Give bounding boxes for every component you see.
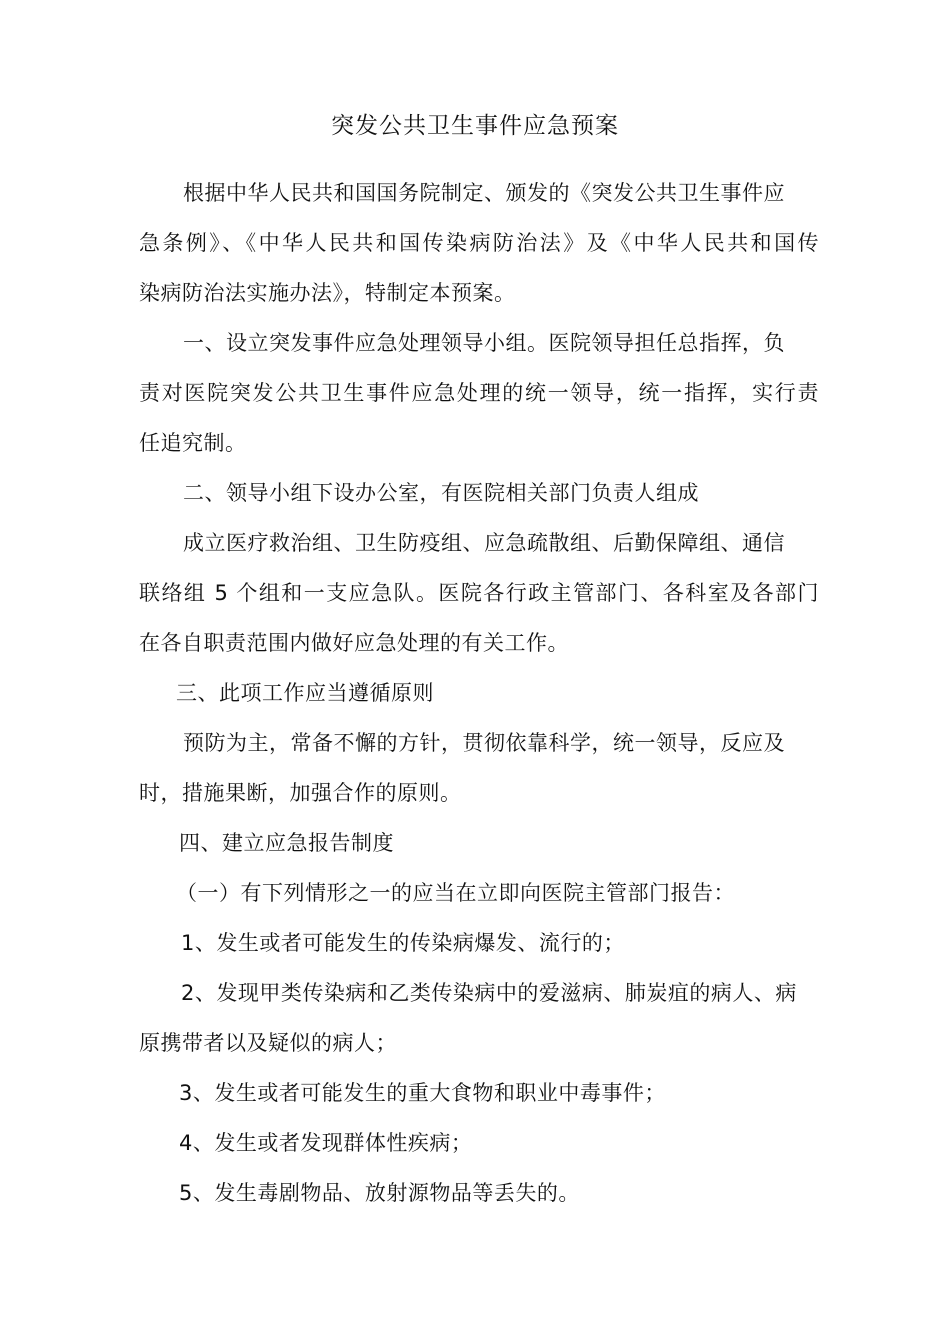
subsection-heading: （一）有下列情形之一的应当在立即向医院主管部门报告：	[176, 881, 735, 905]
paragraph-line: 根据中华人民共和国国务院制定、颁发的《突发公共卫生事件应	[183, 181, 785, 205]
section-heading: 二、领导小组下设办公室，有医院相关部门负责人组成	[183, 481, 699, 505]
section-heading: 四、建立应急报告制度	[179, 831, 394, 855]
list-item-continuation: 原携带者以及疑似的病人；	[139, 1031, 397, 1055]
list-item: 1、发生或者可能发生的传染病爆发、流行的；	[181, 931, 625, 955]
paragraph-line: 成立医疗救治组、卫生防疫组、应急疏散组、后勤保障组、通信	[183, 531, 785, 555]
document-title: 突发公共卫生事件应急预案	[331, 113, 619, 139]
paragraph-line: 时，措施果断，加强合作的原则。	[139, 781, 462, 805]
list-item: 5、发生毒剧物品、放射源物品等丢失的。	[179, 1181, 580, 1205]
paragraph-line: 责对医院突发公共卫生事件应急处理的统一领导，统一指挥，实行责	[139, 381, 819, 405]
list-item: 3、发生或者可能发生的重大食物和职业中毒事件；	[179, 1081, 666, 1105]
paragraph-line: 在各自职责范围内做好应急处理的有关工作。	[139, 631, 569, 655]
paragraph-line: 急条例》、《中华人民共和国传染病防治法》及《中华人民共和国传	[139, 231, 819, 255]
paragraph-line: 一、设立突发事件应急处理领导小组。医院领导担任总指挥，负	[183, 331, 785, 355]
paragraph-line: 联络组 5 个组和一支应急队。医院各行政主管部门、各科室及各部门	[139, 581, 819, 605]
paragraph-line: 染病防治法实施办法》，特制定本预案。	[139, 281, 516, 305]
paragraph-line: 预防为主，常备不懈的方针，贯彻依靠科学，统一领导，反应及	[183, 731, 785, 755]
paragraph-line: 任追究制。	[139, 431, 247, 455]
section-heading: 三、此项工作应当遵循原则	[176, 681, 434, 705]
list-item: 4、发生或者发现群体性疾病；	[179, 1131, 473, 1155]
list-item: 2、发现甲类传染病和乙类传染病中的爱滋病、肺炭疽的病人、病	[181, 981, 797, 1005]
